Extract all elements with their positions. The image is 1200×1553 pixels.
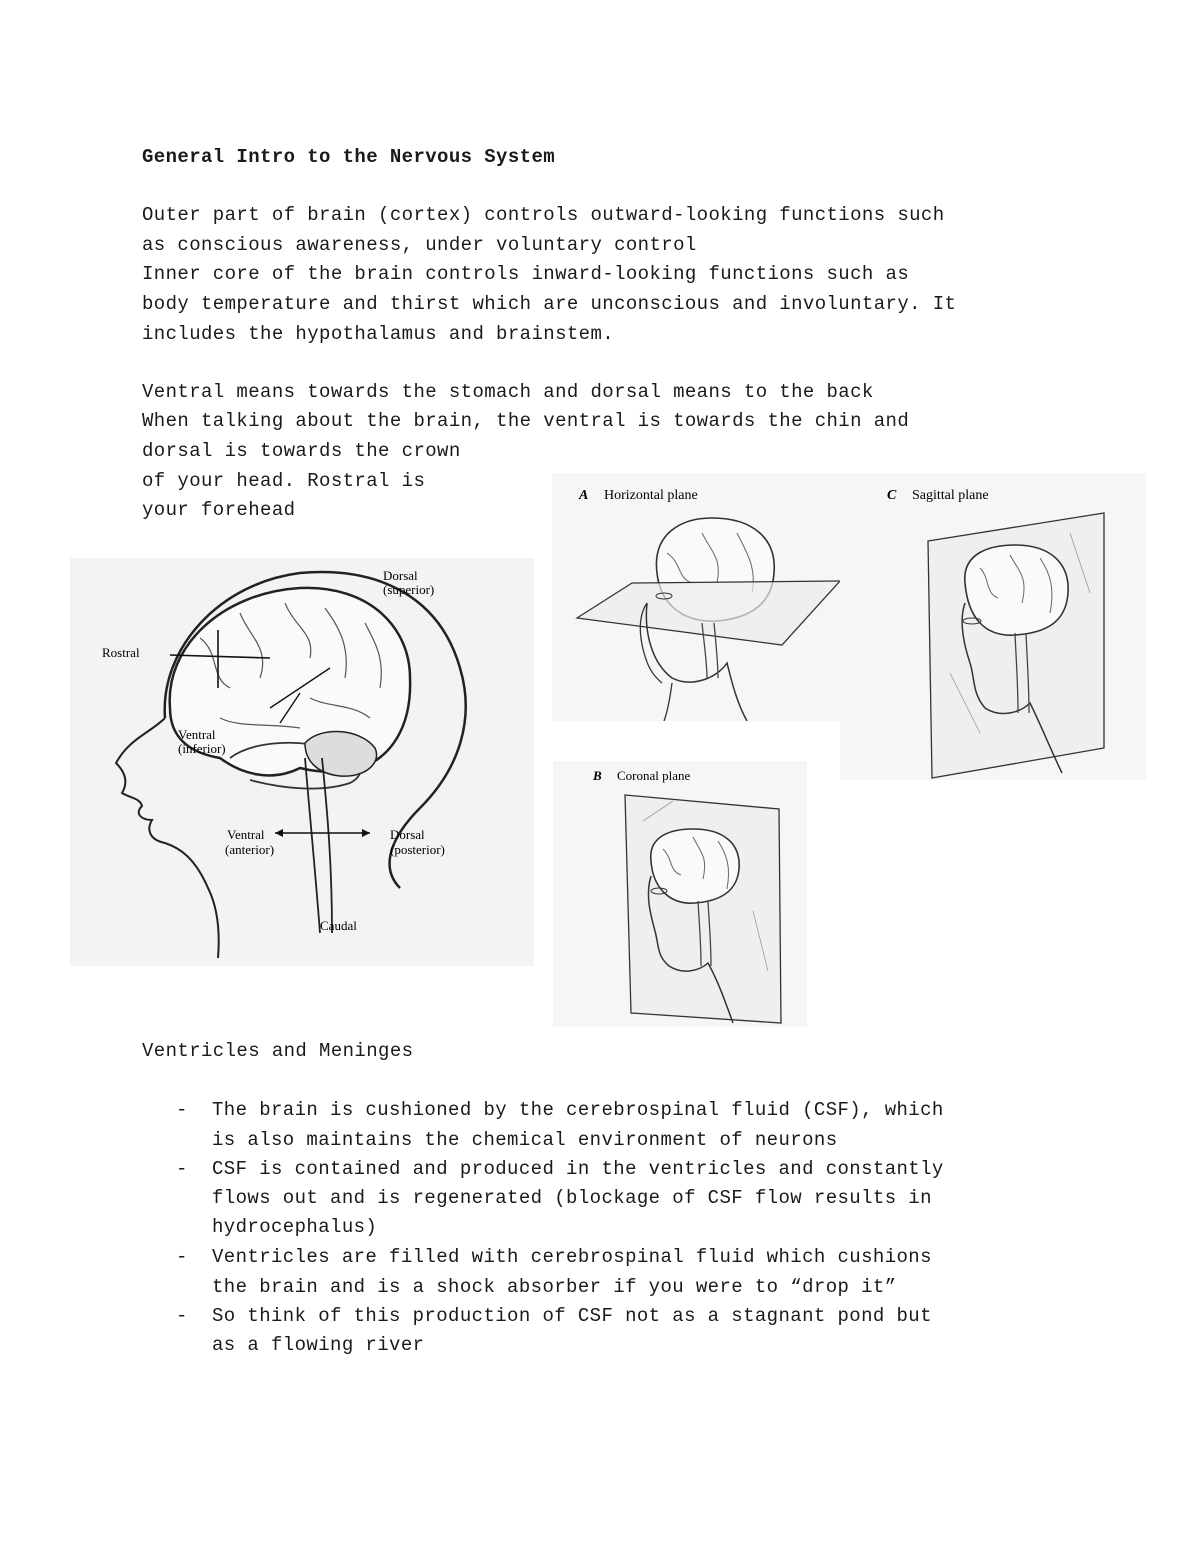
bullet-line: hydrocephalus): [212, 1216, 378, 1238]
bullet-line: is also maintains the chemical environment of neurons: [212, 1129, 838, 1151]
direction-line: your forehead: [142, 499, 296, 521]
bullet-line: CSF is contained and produced in the ventricles and constantly: [212, 1158, 944, 1180]
sagittal-plane-label: Sagittal plane: [912, 488, 989, 503]
label-ventral-anterior: Ventral: [227, 827, 265, 842]
bullet-marker: -: [176, 1158, 188, 1180]
direction-line: dorsal is towards the crown: [142, 440, 461, 462]
horizontal-plane-drawing: [552, 473, 840, 721]
label-ventral-inferior-sub: (inferior): [178, 741, 226, 756]
page-title: General Intro to the Nervous System: [142, 146, 556, 168]
coronal-plane-label: Coronal plane: [617, 768, 691, 783]
horizontal-plane-figure: [552, 473, 840, 721]
intro-line: Inner core of the brain controls inward-looking functions such as: [142, 263, 910, 285]
label-caudal: Caudal: [320, 918, 357, 933]
label-ventral-inferior: Ventral: [178, 727, 216, 742]
direction-line: Ventral means towards the stomach and dorsal means to the back: [142, 381, 874, 403]
label-rostral: Rostral: [102, 645, 140, 660]
head-directions-figure: [70, 558, 534, 966]
bullet-line: the brain and is a shock absorber if you were to “drop it”: [212, 1276, 897, 1298]
bullet-line: flows out and is regenerated (blockage of CSF flow results in: [212, 1187, 932, 1209]
label-dorsal-superior: Dorsal: [383, 568, 418, 583]
coronal-plane-drawing: [553, 761, 807, 1027]
intro-line: Outer part of brain (cortex) controls outward-looking functions such: [142, 204, 945, 226]
coronal-plane-letter: B: [593, 768, 602, 783]
bullet-marker: -: [176, 1246, 188, 1268]
intro-line: body temperature and thirst which are unconscious and involuntary. It: [142, 293, 957, 315]
direction-line: When talking about the brain, the ventral is towards the chin and: [142, 410, 910, 432]
label-dorsal-superior-sub: (superior): [383, 582, 435, 597]
coronal-plane-figure: [553, 761, 807, 1027]
label-ventral-anterior-sub: (anterior): [225, 842, 275, 857]
bullet-line: as a flowing river: [212, 1334, 425, 1356]
section-title-ventricles: Ventricles and Meninges: [142, 1040, 414, 1062]
sagittal-plane-figure: [840, 473, 1146, 780]
horizontal-plane-letter: A: [579, 488, 589, 503]
label-dorsal-posterior-sub: (posterior): [390, 842, 445, 857]
sagittal-plane-drawing: [840, 473, 1146, 780]
bullet-line: So think of this production of CSF not as a stagnant pond but: [212, 1305, 932, 1327]
intro-line: as conscious awareness, under voluntary control: [142, 234, 697, 256]
bullet-marker: -: [176, 1099, 188, 1121]
label-dorsal-posterior: Dorsal: [390, 827, 425, 842]
horizontal-plane-label: Horizontal plane: [604, 488, 698, 503]
bullet-marker: -: [176, 1305, 188, 1327]
intro-line: includes the hypothalamus and brainstem.: [142, 323, 615, 345]
bullet-line: The brain is cushioned by the cerebrospinal fluid (CSF), which: [212, 1099, 944, 1121]
head-directions-drawing: [70, 558, 534, 966]
sagittal-plane-letter: C: [887, 488, 897, 503]
direction-line: of your head. Rostral is: [142, 470, 426, 492]
bullet-line: Ventricles are filled with cerebrospinal fluid which cushions: [212, 1246, 932, 1268]
